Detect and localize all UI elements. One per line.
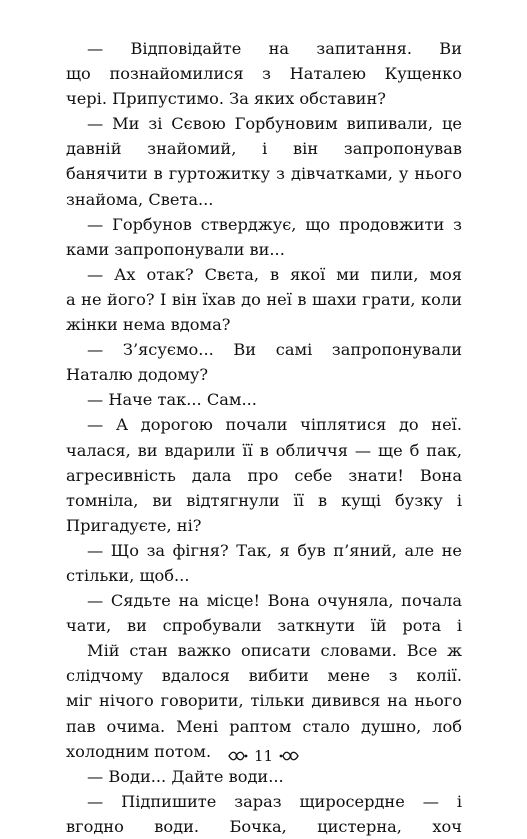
text-line: Пригадуєте, ні? (66, 515, 202, 535)
text-line: Наталю додому? (66, 365, 209, 385)
text-line: томніла, ви відтягнули її в кущі бузку і (66, 490, 462, 510)
text-line: стільки, щоб... (66, 565, 190, 585)
text-line: банячити в гуртожитку з дівчатками, у нього (66, 164, 462, 184)
text-line: що познайомилися з Наталею Кущенко (66, 64, 462, 84)
text-line: вгодно води. Бочка, цистерна, хоч (66, 816, 462, 836)
text-line: слідчому вдалося вибити мене з колії. (66, 666, 462, 686)
text-line: агресивність дала про себе знати! Вона (66, 465, 462, 485)
text-line: пав очима. Мені раптом стало душно, лоб (66, 716, 462, 736)
text-line: — Ми зі Сєвою Горбуновим випивали, це (87, 114, 462, 134)
ornament-right-icon (279, 750, 299, 762)
text-line: чати, ви спробували заткнути їй рота і (66, 616, 462, 636)
text-line: — Води... Дайте води... (87, 766, 284, 786)
text-line: чалася, ви вдарили її в обличчя — ще б пак, (66, 440, 462, 460)
text-line: — Відповідайте на запитання. Ви (87, 39, 462, 58)
body-text (66, 36, 462, 839)
text-line: знайома, Света... (66, 189, 214, 209)
page-footer (0, 745, 527, 767)
text-line: чері. Припустимо. За яких обставин? (66, 89, 386, 109)
page-number: 11 (253, 747, 274, 765)
text-line: — З’ясуємо... Ви самі запропонували (87, 340, 462, 360)
text-line: — Наче так... Сам... (87, 390, 257, 410)
text-line: давній знайомий, і він запропонував (66, 139, 462, 159)
text-line: — Горбунов стверджує, що продовжити з (87, 214, 462, 234)
text-line: — Підпишите зараз щиросердне — і (87, 791, 462, 811)
text-line: холодним потом. (66, 741, 212, 761)
text-line: — Сядьте на місце! Вона очуняла, почала (87, 591, 462, 611)
text-line: жінки нема вдома? (66, 315, 231, 335)
text-line: — А дорогою почали чіплятися до неї. (87, 415, 462, 435)
text-line: ками запропонували ви... (66, 239, 285, 259)
text-line: Мій стан важко описати словами. Все ж (87, 641, 462, 661)
text-line: міг нічого говорити, тільки дивився на нього (66, 691, 462, 711)
ornament-left-icon (228, 750, 248, 762)
text-line: — Ах отак? Свєта, в якої ми пили, моя (87, 264, 462, 284)
text-line: — Що за фігня? Так, я був п’яний, але не (87, 540, 462, 560)
text-line: а не його? І він їхав до неї в шахи грати, коли (66, 289, 462, 309)
